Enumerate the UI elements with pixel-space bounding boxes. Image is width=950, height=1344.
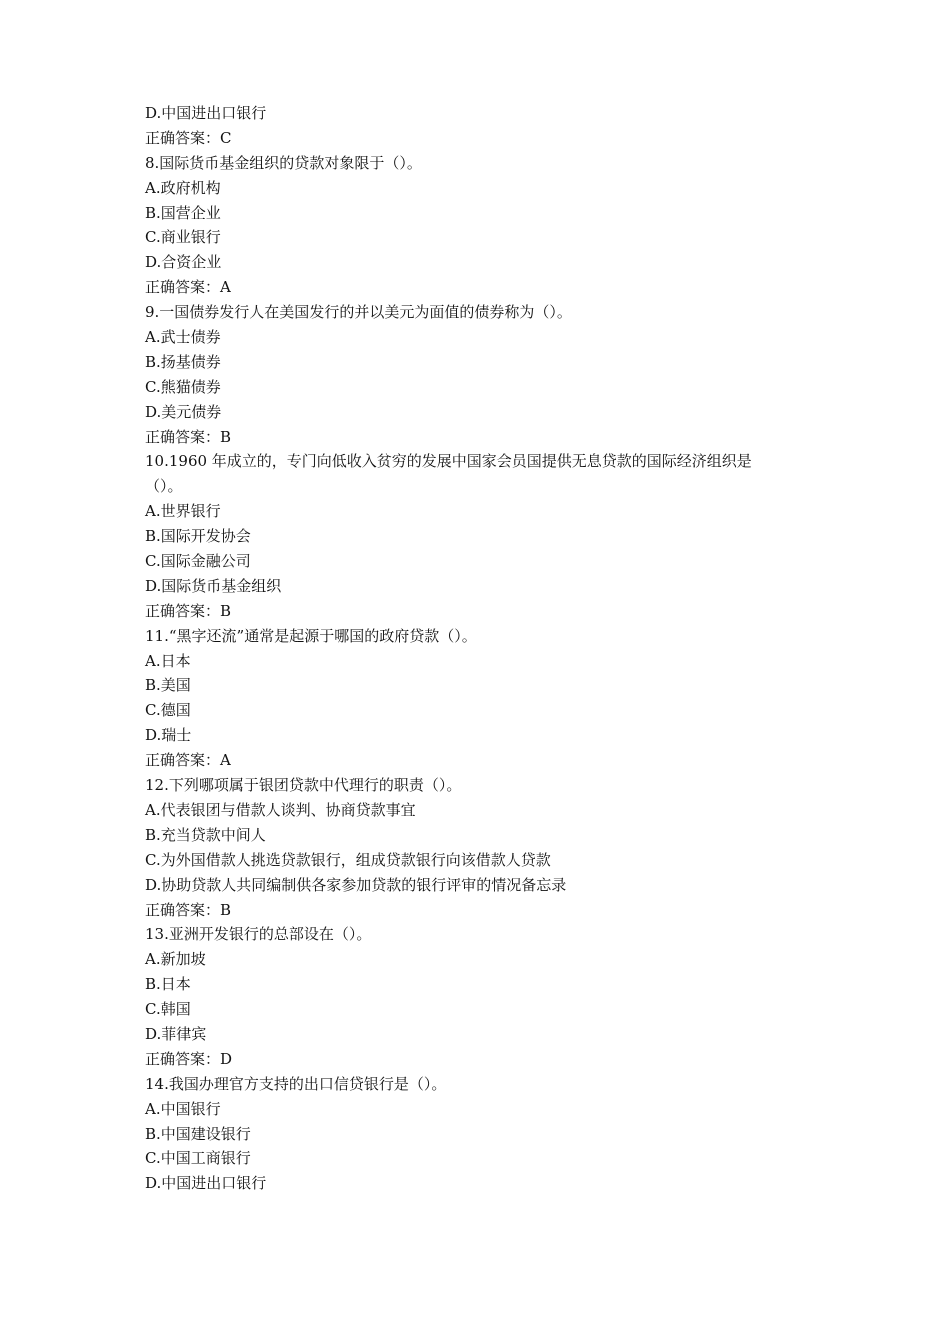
text-line: 10.1960 年成立的，专门向低收入贫穷的发展中国家会员国提供无息贷款的国际经济组织是 — [145, 452, 752, 471]
text-line: 正确答案：C — [145, 128, 232, 147]
text-line: 8.国际货币基金组织的贷款对象限于（）。 — [145, 153, 422, 172]
text-line: 正确答案：B — [145, 601, 232, 620]
text-line: 12.下列哪项属于银团贷款中代理行的职责（）。 — [145, 776, 462, 795]
text-line: D.美元债券 — [145, 402, 222, 421]
text-line: A.武士债券 — [145, 328, 221, 347]
text-line: C.为外国借款人挑选贷款银行，组成贷款银行向该借款人贷款 — [145, 850, 551, 869]
text-line: A.世界银行 — [145, 502, 221, 521]
text-line: 9.一国债券发行人在美国发行的并以美元为面值的债券称为（）。 — [145, 303, 572, 322]
text-line: B.国营企业 — [145, 203, 221, 222]
text-line: C.国际金融公司 — [145, 552, 251, 571]
text-line: A.政府机构 — [145, 178, 221, 197]
text-line: D.合资企业 — [145, 253, 222, 272]
text-line: 正确答案：B — [145, 427, 232, 446]
text-line: A.日本 — [145, 651, 191, 670]
text-line: B.国际开发协会 — [145, 527, 251, 546]
document-body — [145, 101, 825, 1196]
text-line: B.中国建设银行 — [145, 1124, 251, 1143]
text-line: D.中国进出口银行 — [145, 104, 267, 122]
text-line: D.国际货币基金组织 — [145, 576, 282, 595]
text-line: B.美国 — [145, 676, 191, 695]
text-line: 正确答案：A — [145, 278, 231, 297]
text-line: D.菲律宾 — [145, 1024, 207, 1043]
text-line: 14.我国办理官方支持的出口信贷银行是（）。 — [145, 1074, 447, 1093]
text-line: 正确答案：D — [145, 1049, 233, 1068]
text-line: A.新加坡 — [145, 950, 206, 969]
text-line: 正确答案：B — [145, 900, 232, 919]
text-line: D.中国进出口银行 — [145, 1174, 267, 1193]
text-line: C.韩国 — [145, 1000, 191, 1019]
text-line: A.代表银团与借款人谈判、协商贷款事宜 — [145, 800, 416, 819]
text-line: C.熊猫债券 — [145, 377, 221, 396]
text-line: C.中国工商银行 — [145, 1149, 251, 1168]
text-line: C.德国 — [145, 701, 191, 720]
text-line: D.协助贷款人共同编制供各家参加贷款的银行评审的情况备忘录 — [145, 875, 567, 894]
text-line: B.扬基债券 — [145, 352, 221, 371]
text-line: 正确答案：A — [145, 751, 231, 770]
text-line: C.商业银行 — [145, 228, 221, 247]
text-line: D.瑞士 — [145, 726, 192, 745]
text-line: 11.“黑字还流”通常是起源于哪国的政府贷款（）。 — [145, 626, 477, 645]
text-line: B.充当贷款中间人 — [145, 825, 266, 844]
text-line: （）。 — [145, 477, 183, 496]
text-line: 13.亚洲开发银行的总部设在（）。 — [145, 925, 372, 944]
text-line: B.日本 — [145, 975, 191, 994]
text-line: A.中国银行 — [145, 1099, 221, 1118]
